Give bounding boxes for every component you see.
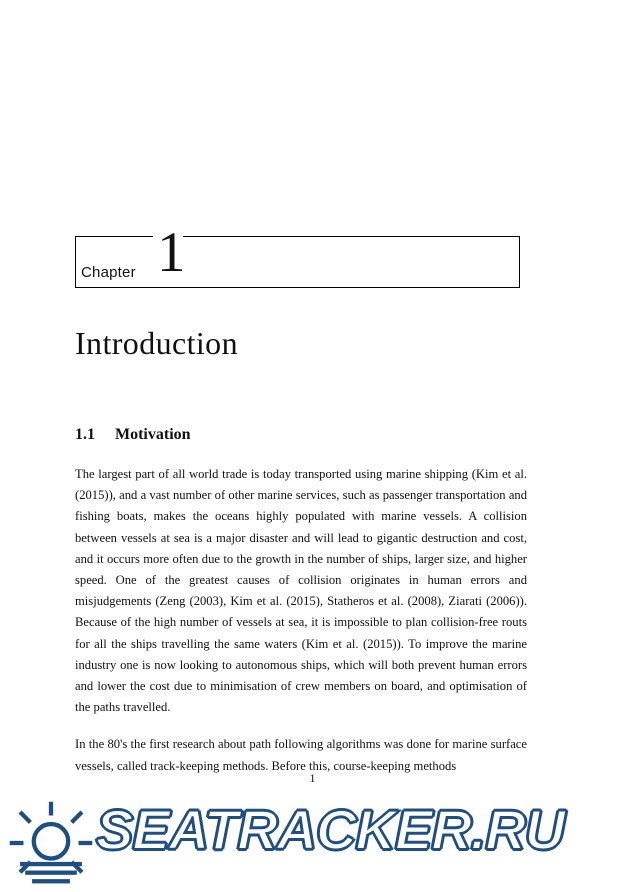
watermark-text: SEATRACKER.RU bbox=[96, 798, 565, 861]
chapter-rule-left bbox=[75, 236, 76, 288]
sun-icon bbox=[8, 800, 94, 886]
page-number: 1 bbox=[309, 771, 316, 785]
paragraph: In the 80's the first research about path following algorithms was done for marine surface vessels, called track-keeping methods. Before this, course-keeping methods bbox=[75, 737, 527, 773]
page-title: Introduction bbox=[75, 325, 238, 361]
chapter-rule-bottom bbox=[75, 287, 520, 288]
section-heading bbox=[75, 426, 191, 444]
chapter-rule-right bbox=[519, 236, 520, 288]
chapter-label: Chapter bbox=[81, 264, 136, 281]
chapter-rule-top bbox=[75, 236, 520, 237]
paragraph: The largest part of all world trade is today transported using marine shipping (Kim et al. (2015)), and a vast number of other marine services, such as passenger transportation and fishing boats, makes the oceans highly populated with marine vessels. A collision between vessels at sea is a major disaster and will lead to gigantic destruction and cost, and it occurs more often due to the growth in the number of ships, larger size, and higher speed. One of the greatest causes of collision originates in human errors and misjudgements (Zeng (2003), Kim et al. (2015), Statheros et al. (2008), Ziarati (2006)). Because of the high number of vessels at sea, it is impossible to plan collision-free routs for all the ships travelling the same waters (Kim et al. (2015)). To improve the marine industry one is now looking to autonomous ships, which will both prevent human errors and lower the cost due to minimisation of crew members on board, and optimisation of the paths travelled. bbox=[75, 467, 527, 715]
chapter-number: 1 bbox=[157, 221, 186, 284]
section-number: 1.1 bbox=[75, 426, 95, 443]
watermark bbox=[0, 792, 625, 892]
chapter-heading-block bbox=[75, 221, 520, 288]
section-title: Motivation bbox=[115, 426, 191, 443]
body-text bbox=[75, 464, 527, 777]
